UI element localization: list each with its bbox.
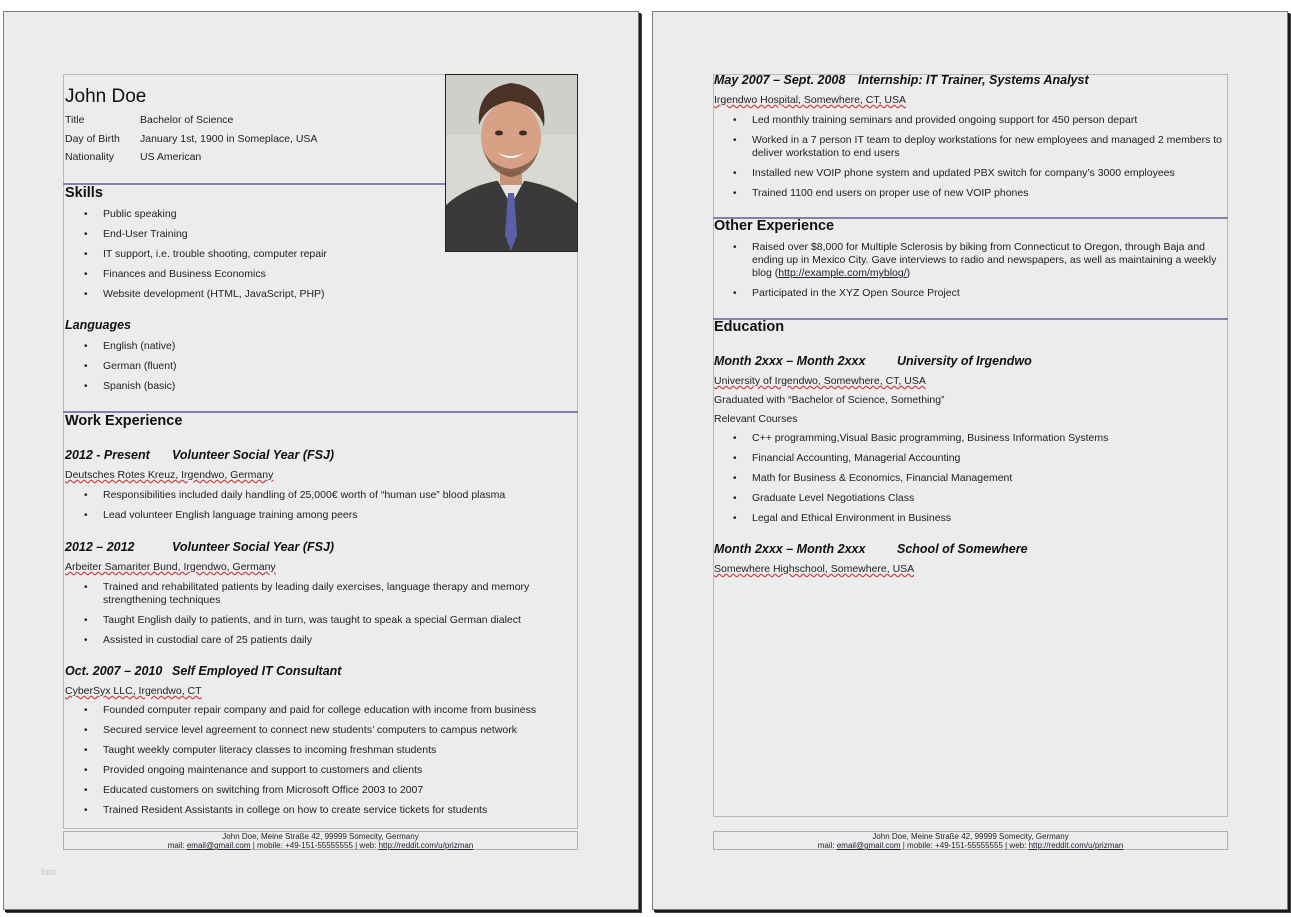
info-nationality-label: Nationality: [65, 151, 115, 163]
email-link[interactable]: email@gmail.com: [186, 841, 251, 850]
job-duties: [65, 581, 545, 654]
footer-contact: mail: email@gmail.com | mobile: +49-151-55555555 | web: http://reddit.com/u/prizman: [817, 841, 1124, 850]
list-item: • Graduate Level Negotiations Class: [714, 492, 1224, 505]
job-place: CyberSyx LLC, Irgendwo, CT: [65, 685, 202, 697]
footer-address: John Doe, Meine Straße 42, 99999 Somecity, Germany: [222, 832, 419, 841]
internship-role: Internship: IT Trainer, Systems Analyst: [858, 73, 1089, 87]
edu-school: University of Irgendwo: [897, 354, 1032, 368]
languages-heading: Languages: [65, 318, 131, 332]
other-list: [714, 241, 1226, 307]
info-nationality-value: US American: [140, 151, 202, 163]
job-period: Oct. 2007 – 2010: [65, 664, 163, 678]
list-item: • Lead volunteer English language training among peers: [65, 509, 570, 522]
job-place: Deutsches Rotes Kreuz, Irgendwo, Germany: [65, 469, 274, 481]
list-item: • Trained and rehabilitated patients by leading daily exercises, language therapy and memory strengthening techniques: [65, 581, 545, 607]
job-duties: [65, 704, 575, 824]
footer-address: John Doe, Meine Straße 42, 99999 Somecity, Germany: [872, 832, 1069, 841]
info-title-label: Title: [65, 114, 85, 126]
list-item: • Provided ongoing maintenance and support to customers and clients: [65, 764, 575, 777]
list-item: • IT support, i.e. trouble shooting, computer repair: [65, 248, 445, 261]
email-link[interactable]: email@gmail.com: [836, 841, 901, 850]
list-item: • Educated customers on switching from Microsoft Office 2003 to 2007: [65, 784, 575, 797]
job-role: Self Employed IT Consultant: [172, 664, 342, 678]
list-item: • Participated in the XYZ Open Source Project: [714, 287, 1226, 300]
blog-link[interactable]: http://example.com/myblog/: [778, 267, 907, 279]
person-name: John Doe: [65, 86, 147, 107]
info-birth-label: Day of Birth: [65, 133, 120, 145]
list-item: • German (fluent): [65, 360, 445, 373]
job-period: 2012 – 2012: [65, 540, 135, 554]
internship-duties: [714, 114, 1224, 207]
skills-heading: Skills: [65, 185, 103, 201]
list-item: • Website development (HTML, JavaScript, PHP): [65, 288, 445, 301]
list-item: • Secured service level agreement to connect new students’ computers to campus network: [65, 724, 575, 737]
list-item: • Worked in a 7 person IT team to deploy workstations for new employees and managed 2 members to deliver workstation to end users: [714, 134, 1224, 160]
page-footer: [713, 831, 1228, 850]
resume-page-1: [3, 11, 639, 910]
job-role: Volunteer Social Year (FSJ): [172, 448, 335, 462]
edu-period: Month 2xxx – Month 2xxx: [714, 542, 866, 556]
list-item: • Assisted in custodial care of 25 patients daily: [65, 634, 545, 647]
info-title-value: Bachelor of Science: [140, 114, 234, 126]
job-duties: [65, 489, 570, 529]
internship-period: May 2007 – Sept. 2008: [714, 73, 846, 87]
education-heading: Education: [714, 319, 785, 335]
watermark: foto: [41, 867, 57, 877]
course-list: [714, 432, 1224, 532]
page-footer: [63, 831, 578, 850]
work-heading: Work Experience: [65, 413, 183, 429]
list-item: • Finances and Business Economics: [65, 268, 445, 281]
list-item: • Taught weekly computer literacy classes to incoming freshman students: [65, 744, 575, 757]
other-heading: Other Experience: [714, 218, 835, 234]
web-link[interactable]: http://reddit.com/u/prizman: [378, 841, 474, 850]
divider: [713, 318, 1228, 320]
edu-school: School of Somewhere: [897, 542, 1028, 556]
job-place: Arbeiter Samariter Bund, Irgendwo, Germany: [65, 561, 276, 573]
edu-line: University of Irgendwo, Somewhere, CT, USA: [714, 375, 926, 387]
internship-place: Irgendwo Hospital, Somewhere, CT, USA: [714, 94, 906, 106]
job-role: Volunteer Social Year (FSJ): [172, 540, 335, 554]
list-item: • English (native): [65, 340, 445, 353]
web-link[interactable]: http://reddit.com/u/prizman: [1028, 841, 1124, 850]
list-item: • Founded computer repair company and paid for college education with income from business: [65, 704, 575, 717]
divider: [63, 183, 445, 185]
list-item: • Trained 1100 end users on proper use of new VOIP phones: [714, 187, 1224, 200]
list-item: • C++ programming,Visual Basic programming, Business Information Systems: [714, 432, 1224, 445]
list-item: • Taught English daily to patients, and in turn, was taught to speak a special German dialect: [65, 614, 545, 627]
edu-line: Somewhere Highschool, Somewhere, USA: [714, 563, 915, 575]
job-period: 2012 - Present: [65, 448, 150, 462]
list-item: • Spanish (basic): [65, 380, 445, 393]
list-item: • Public speaking: [65, 208, 445, 221]
footer-contact: mail: email@gmail.com | mobile: +49-151-55555555 | web: http://reddit.com/u/prizman: [167, 841, 474, 850]
list-item: • Raised over $8,000 for Multiple Sclerosis by biking from Connecticut to Oregon, through Baja and ending up in Mexico City. Gave interviews to radio and newspapers, as well as maintaining a weekly blog (http://example.com/myblog/): [714, 241, 1226, 280]
skills-list: [65, 208, 445, 308]
resume-page-2: [652, 11, 1288, 910]
list-item: • Math for Business & Economics, Financial Management: [714, 472, 1224, 485]
profile-photo: [445, 74, 578, 252]
edu-line: Graduated with “Bachelor of Science, Something”: [714, 394, 945, 406]
list-item: • Installed new VOIP phone system and updated PBX switch for company’s 3000 employees: [714, 167, 1224, 180]
list-item: • Trained Resident Assistants in college on how to create service tickets for students: [65, 804, 575, 817]
list-item: • Led monthly training seminars and provided ongoing support for 450 person depart: [714, 114, 1224, 127]
list-item: • Legal and Ethical Environment in Business: [714, 512, 1224, 525]
edu-line: Relevant Courses: [714, 413, 798, 425]
list-item: • End-User Training: [65, 228, 445, 241]
languages-list: [65, 340, 445, 400]
info-birth-value: January 1st, 1900 in Someplace, USA: [140, 133, 318, 145]
edu-period: Month 2xxx – Month 2xxx: [714, 354, 866, 368]
list-item: • Financial Accounting, Managerial Accounting: [714, 452, 1224, 465]
list-item: • Responsibilities included daily handling of 25,000€ worth of “human use” blood plasma: [65, 489, 570, 502]
